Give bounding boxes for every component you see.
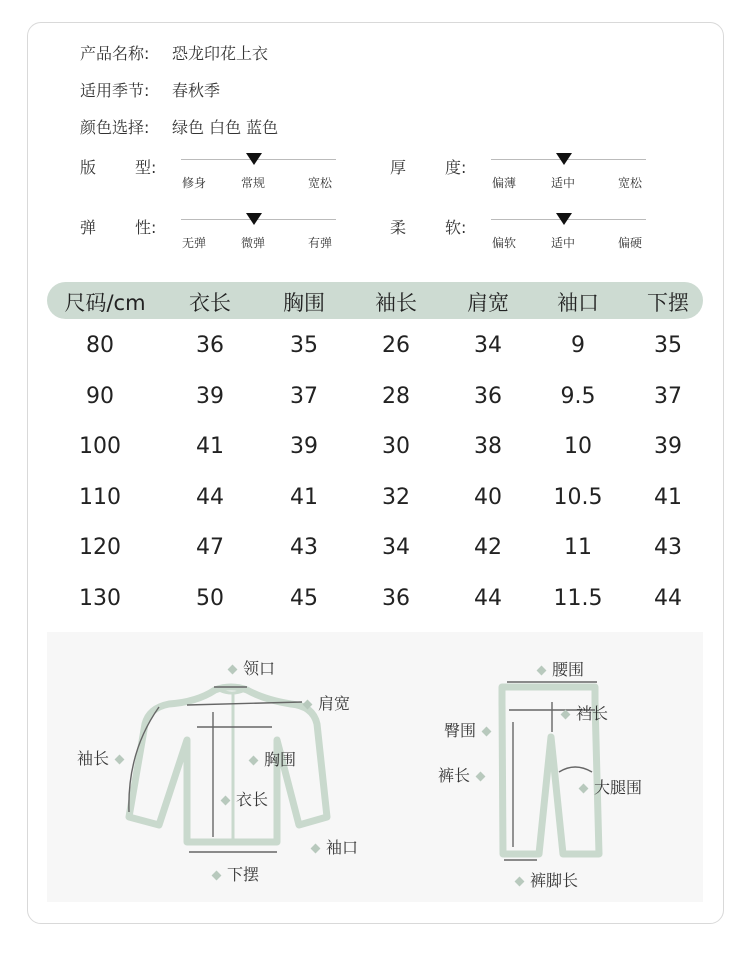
- sleeve-label: 袖长: [77, 746, 130, 769]
- size-table-header-cell: 衣长: [189, 291, 231, 315]
- size-table-cell: 47: [196, 535, 224, 560]
- size-table-cell: 10.5: [553, 484, 603, 510]
- elasticity-option-1: 无弹: [182, 236, 207, 250]
- size-table-cell: 9: [571, 333, 585, 358]
- thickness-option-1: 偏薄: [492, 176, 517, 190]
- fit-option-3: 宽松: [308, 176, 333, 190]
- softness-option-3: 偏硬: [618, 236, 643, 250]
- elasticity-option-2: 微弹: [241, 236, 266, 250]
- product-name-row: [80, 41, 268, 64]
- size-table-cell: 39: [654, 434, 682, 459]
- elasticity-label-b: 性:: [135, 218, 157, 237]
- season-row: [80, 78, 220, 101]
- length-label: 衣长: [215, 787, 268, 810]
- size-table-cell: 37: [290, 383, 318, 409]
- size-table-cell: 80: [86, 333, 114, 358]
- softness-option-1: 偏软: [492, 236, 517, 250]
- size-table-cell: 130: [79, 585, 121, 611]
- thickness-label-b: 度:: [445, 158, 467, 177]
- thickness-option-3: 宽松: [618, 176, 643, 190]
- size-table-cell: 39: [196, 383, 224, 409]
- thigh-label: 大腿围: [573, 775, 642, 798]
- size-table-cell: 37: [654, 383, 682, 409]
- pants-length-label: 裤长: [438, 763, 491, 786]
- size-table-cell: 10: [564, 434, 592, 459]
- elasticity-label-a: 弹: [80, 218, 97, 237]
- size-table-cell: 120: [79, 535, 121, 560]
- measurement-diagram: [47, 632, 703, 902]
- leg-opening-label: 裤脚长: [509, 868, 578, 891]
- elasticity-marker-icon: [246, 213, 262, 225]
- size-table-header-cell: 袖长: [375, 291, 417, 315]
- fit-marker-icon: [246, 153, 262, 165]
- size-table-cell: 44: [196, 484, 224, 510]
- size-table-cell: 41: [196, 434, 224, 459]
- size-table-cell: 50: [196, 585, 224, 611]
- size-table-cell: 44: [474, 585, 502, 611]
- size-table-cell: 42: [474, 535, 502, 560]
- size-table-cell: 90: [86, 383, 114, 409]
- garment-illustration: [47, 632, 703, 902]
- softness-option-2: 适中: [551, 236, 576, 250]
- thickness-option-2: 适中: [551, 176, 576, 190]
- softness-label-a: 柔: [390, 218, 407, 237]
- chest-label: 胸围: [243, 747, 296, 770]
- shoulder-label: 肩宽: [297, 691, 350, 714]
- size-table-cell: 41: [290, 484, 318, 510]
- size-table-cell: 100: [79, 434, 121, 459]
- size-table-cell: 45: [290, 585, 318, 611]
- size-table-cell: 9.5: [560, 383, 596, 409]
- fit-label-b: 型:: [135, 158, 157, 177]
- fit-option-1: 修身: [182, 176, 207, 190]
- softness-marker-icon: [556, 213, 572, 225]
- cuff-label: 袖口: [305, 835, 358, 858]
- size-table-cell: 34: [474, 333, 502, 358]
- season-label: 适用季节:: [80, 81, 150, 100]
- hip-label: 臀围: [444, 718, 497, 741]
- size-table-cell: 36: [474, 383, 502, 409]
- size-table-cell: 40: [474, 484, 502, 510]
- product-name-value: 恐龙印花上衣: [172, 44, 269, 63]
- size-table-cell: 44: [654, 585, 682, 611]
- color-row: [80, 115, 278, 138]
- size-table-cell: 28: [382, 383, 410, 409]
- top-garment-details: [219, 690, 245, 840]
- waist-label: 腰围: [531, 657, 584, 680]
- size-table-cell: 110: [79, 484, 121, 510]
- size-table-cell: 26: [382, 333, 410, 358]
- size-table-cell: 36: [196, 333, 224, 358]
- size-table-cell: 38: [474, 434, 502, 459]
- color-value: 绿色 白色 蓝色: [172, 118, 279, 137]
- size-table-cell: 11: [564, 535, 592, 560]
- size-table-cell: 11.5: [553, 585, 603, 611]
- size-table-cell: 43: [290, 535, 318, 560]
- size-table-cell: 34: [382, 535, 410, 560]
- thickness-label-a: 厚: [390, 158, 407, 177]
- measure-arrows: [129, 682, 597, 860]
- size-table-cell: 30: [382, 434, 410, 459]
- elasticity-option-3: 有弹: [308, 236, 333, 250]
- fit-label-a: 版: [80, 158, 97, 177]
- color-label: 颜色选择:: [80, 118, 150, 137]
- size-table-header-cell: 肩宽: [467, 291, 509, 315]
- hem-label: 下摆: [206, 862, 259, 885]
- size-table-header-cell: 尺码/cm: [64, 291, 146, 315]
- size-table-cell: 39: [290, 434, 318, 459]
- fit-option-2: 常规: [241, 176, 266, 190]
- size-table-cell: 43: [654, 535, 682, 560]
- size-table-cell: 35: [290, 333, 318, 358]
- size-table-header-cell: 袖口: [557, 291, 599, 315]
- size-table-header-cell: 下摆: [647, 291, 689, 315]
- softness-label-b: 软:: [445, 218, 467, 237]
- size-table-cell: 35: [654, 333, 682, 358]
- rise-label: 裆长: [555, 701, 608, 724]
- product-name-label: 产品名称:: [80, 44, 150, 63]
- thickness-marker-icon: [556, 153, 572, 165]
- size-table-header-cell: 胸围: [283, 291, 325, 315]
- size-table-cell: 32: [382, 484, 410, 510]
- neck-label: 领口: [222, 656, 275, 679]
- size-table-cell: 36: [382, 585, 410, 611]
- size-table-cell: 41: [654, 484, 682, 510]
- season-value: 春秋季: [172, 81, 221, 100]
